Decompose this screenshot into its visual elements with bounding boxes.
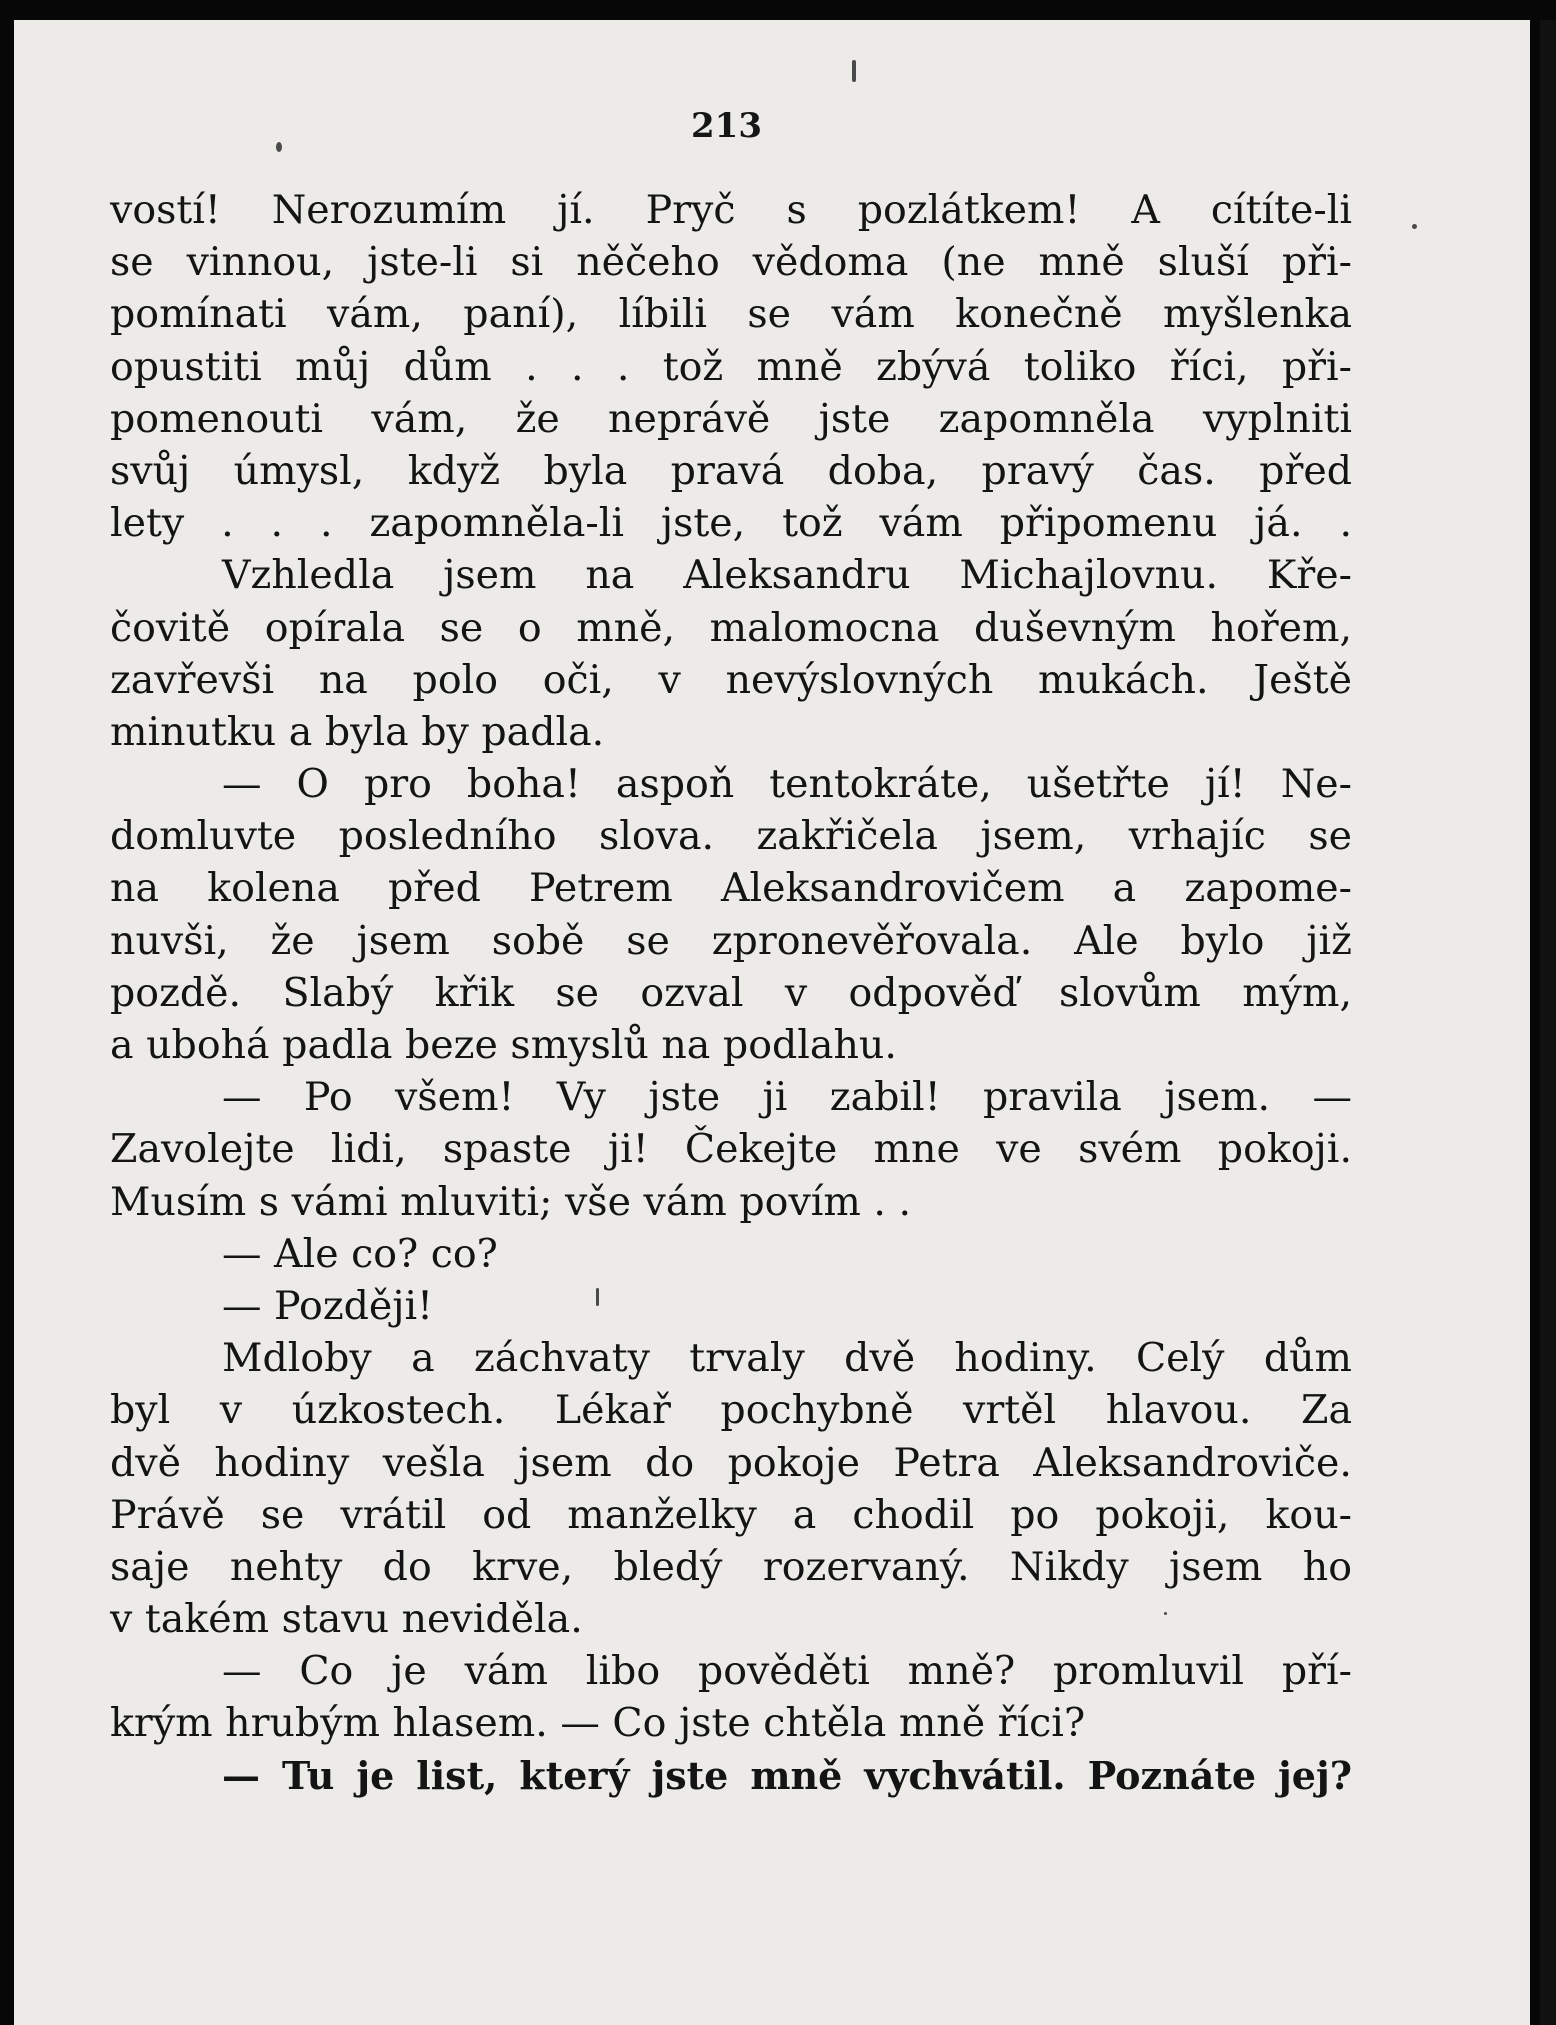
text-line: v takém stavu neviděla. <box>110 1596 583 1643</box>
text-line: vostí! Nerozumím jí. Pryč s pozlátkem! A cítíte-li <box>110 187 1352 233</box>
text-line: — Ale co? co? <box>222 1230 498 1277</box>
text-line: a ubohá padla beze smyslů na podlahu. <box>110 1022 897 1068</box>
text-line: — O pro boha! aspoň tentokráte, ušetřte jí! Ne- <box>222 761 1352 808</box>
text-line: — Co je vám libo pověděti mně? promluvil pří- <box>222 1648 1352 1695</box>
text-line: krým hrubým hlasem. — Co jste chtěla mně říci? <box>110 1700 1086 1747</box>
ink-speck <box>852 60 856 82</box>
text-line: svůj úmysl, když byla pravá doba, pravý čas. před <box>110 447 1352 494</box>
text-line: čovitě opírala se o mně, malomocna duševným hořem, <box>110 604 1352 651</box>
text-line: na kolena před Petrem Aleksandrovičem a zapome- <box>110 865 1352 912</box>
text-line: minutku a byla by padla. <box>110 708 605 755</box>
text-line: — Tu je list, který jste mně vychvátil. Poznáte jej? <box>222 1752 1352 1798</box>
scan-edge-shadow <box>1540 20 1556 2025</box>
text-line: pomenouti vám, že neprávě jste zapomněla vyplniti <box>110 395 1352 442</box>
text-line: saje nehty do krve, bledý rozervaný. Nikdy jsem ho <box>110 1543 1352 1590</box>
text-line: Vzhledla jsem na Aleksandru Michajlovnu. Kře- <box>222 552 1352 599</box>
text-line: lety . . . zapomněla-li jste, tož vám připomenu já. . <box>110 500 1352 547</box>
text-line: byl v úzkostech. Lékař pochybně vrtěl hlavou. Za <box>110 1387 1352 1434</box>
text-line: Mdloby a záchvaty trvaly dvě hodiny. Celý dům <box>222 1335 1352 1382</box>
text-line: — Později! <box>222 1282 434 1329</box>
text-line: — Po všem! Vy jste ji zabil! pravila jsem. — <box>222 1074 1352 1121</box>
text-line: zavřevši na polo oči, v nevýslovných mukách. Ještě <box>110 656 1352 703</box>
text-line: opustiti můj dům . . . tož mně zbývá toliko říci, při- <box>110 343 1352 390</box>
text-line: Zavolejte lidi, spaste ji! Čekejte mne ve svém pokoji. <box>110 1126 1352 1173</box>
ink-speck <box>1412 224 1417 229</box>
text-line: Musím s vámi mluviti; vše vám povím . . <box>110 1178 912 1225</box>
page-number: 213 <box>691 106 762 146</box>
text-line: se vinnou, jste-li si něčeho vědoma (ne mně sluší při- <box>110 239 1352 286</box>
text-line: nuvši, že jsem sobě se zpronevěřovala. Ale bylo již <box>110 917 1352 964</box>
text-line: pomínati vám, paní), líbili se vám konečně myšlenka <box>110 291 1352 338</box>
text-line: dvě hodiny vešla jsem do pokoje Petra Aleksandroviče. <box>110 1439 1352 1486</box>
text-line: domluvte posledního slova. zakřičela jsem, vrhajíc se <box>110 813 1352 860</box>
text-line: Právě se vrátil od manželky a chodil po pokoji, kou- <box>110 1491 1352 1538</box>
body-text <box>110 184 1352 1802</box>
text-line: pozdě. Slabý křik se ozval v odpověď slovům mým, <box>110 969 1352 1016</box>
ink-speck <box>276 142 282 152</box>
